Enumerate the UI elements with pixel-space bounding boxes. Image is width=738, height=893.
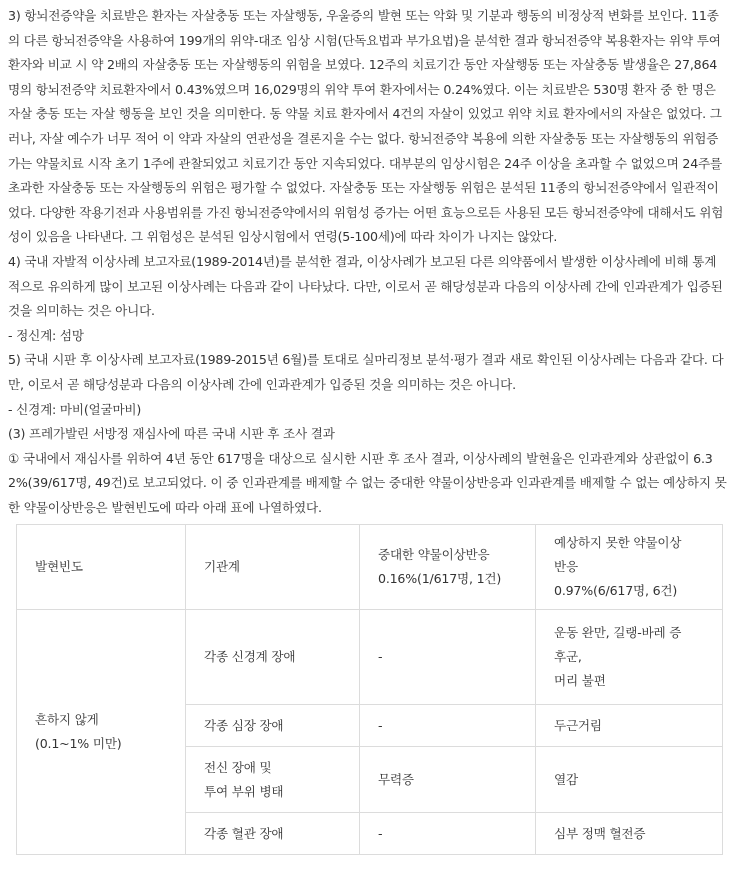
serious-cell: 무력증: [360, 747, 536, 813]
section-heading-reexamination: (3) 프레가발린 서방정 재심사에 따른 국내 시판 후 조사 결과: [8, 426, 335, 442]
header-unexpected-adr: 예상하지 못한 약물이상 반응 0.97%(6/617명, 6건): [536, 525, 723, 610]
serious-cell: -: [360, 813, 536, 855]
unexpected-cell: 열감: [536, 747, 723, 813]
paragraph-domestic-reports: 4) 국내 자발적 이상사례 보고자료(1989-2014년)를 분석한 결과, 이상사례가 보고된 다른 의약품에서 발생한 이상사례에 비해 통계적으로 유의하게 많이 보고된 이상사례는 다음과 같이 나타났다. 다만, 이로서 곧 해당성분과 다음의 이상사례 간에 인과관계가 입증된 것을 의미하는 것은 아니다.: [8, 253, 723, 319]
unexpected-cell: 두근거림: [536, 705, 723, 747]
paragraph-postmarketing-signals: 5) 국내 시판 후 이상사례 보고자료(1989-2015년 6월)를 토대로 실마리정보 분석·평가 결과 새로 확인된 이상사례는 다음과 같다. 다만, 이로서 곧 해당성분과 다음의 이상사례 간에 인과관계가 입증된 것을 의미하는 것은 아니다.: [8, 352, 724, 392]
organ-cell: 전신 장애 및 투여 부위 병태: [186, 747, 360, 813]
header-frequency: 발현빈도: [17, 525, 186, 610]
table-row: [17, 610, 723, 705]
serious-cell: -: [360, 610, 536, 705]
list-item-psychiatric: - 정신계: 섬망: [8, 327, 84, 343]
organ-cell: 각종 심장 장애: [186, 705, 360, 747]
list-item-neurologic: - 신경계: 마비(얼굴마비): [8, 401, 142, 417]
unexpected-cell: 운동 완만, 길랭-바레 증 후군, 머리 불편: [536, 610, 723, 705]
unexpected-cell: 심부 정맥 혈전증: [536, 813, 723, 855]
adverse-reaction-table: [16, 524, 723, 855]
frequency-group-cell: 흔하지 않게 (0.1~1% 미만): [17, 610, 186, 855]
serious-cell: -: [360, 705, 536, 747]
paragraph-suicidality: 3) 항뇌전증약을 치료받은 환자는 자살충동 또는 자살행동, 우울증의 발현 또는 악화 및 기분과 행동의 비정상적 변화를 보인다. 11종의 다른 항뇌전증약을 사용하여 199개의 위약-대조 임상 시험(단독요법과 부가요법)을 분석한 결과 항뇌전증약 복용환자는 위약 투여환자와 비교 시 약 2배의 자살충동 또는 자살행동의 위험을 보였다. 12주의 치료기간 동안 자살행동 또는 자살충동 발생율은 27,864명의 항뇌전증약 치료환자에서 0.43%였으며 16,029명의 위약 투여 환자에서는 0.24%였다. 이는 치료받은 530명 환자 중 한 명은 자살 충동 또는 자살 행동을 보인 것을 의미한다. 동 약물 치료 환자에서 4건의 자살이 있었고 위약 치료 환자에서의 자살은 없었다. 그러나, 자살 예수가 너무 적어 이 약과 자살의 연관성을 결론지을 수는 없다. 항뇌전증약 복용에 의한 자살충동 또는 자살행동의 위험증가는 약물치료 시작 초기 1주에 관찰되었고 치료기간 동안 지속되었다. 대부분의 임상시험은 24주 이상을 초과할 수 없었으며 24주를 초과한 자살충동 또는 자살행동의 위험은 평가할 수 없었다. 자살충동 또는 자살행동 위험은 분석된 11종의 항뇌전증약에서 일관적이었다. 다양한 작용기전과 사용범위를 가진 항뇌전증약에서의 위험성 증가는 어떤 효능으로든 사용된 모든 항뇌전증약에 대해서도 위험성이 있음을 나타낸다. 그 위험성은 분석된 임상시험에서 연령(5-100세)에 따라 차이가 나지는 않았다.: [8, 8, 724, 245]
header-organ-system: 기관계: [186, 525, 360, 610]
organ-cell: 각종 혈관 장애: [186, 813, 360, 855]
header-serious-adr: 중대한 약물이상반응 0.16%(1/617명, 1건): [360, 525, 536, 610]
table-header-row: [17, 525, 723, 610]
paragraph-reexamination-results: ① 국내에서 재심사를 위하여 4년 동안 617명을 대상으로 실시한 시판 후 조사 결과, 이상사례의 발현율은 인과관계와 상관없이 6.32%(39/617명, 49건)로 보고되었다. 이 중 인과관계를 배제할 수 없는 중대한 약물이상반응과 인과관계를 배제할 수 없는 예상하지 못한 약물이상반응은 발현빈도에 따라 아래 표에 나열하였다.: [8, 450, 727, 515]
organ-cell: 각종 신경계 장애: [186, 610, 360, 705]
